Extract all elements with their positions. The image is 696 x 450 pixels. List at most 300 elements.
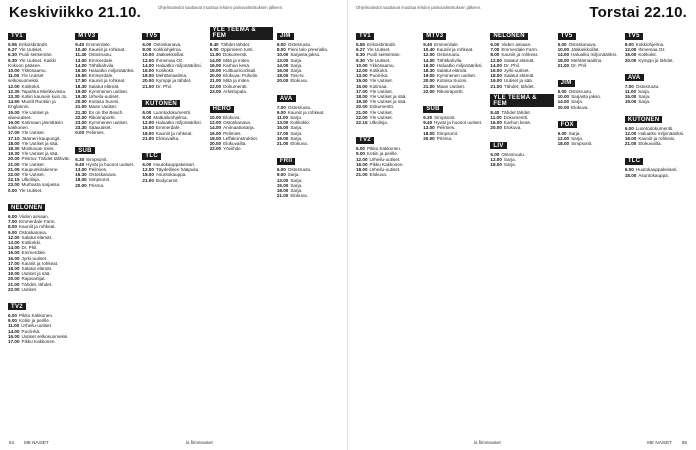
program-title: Kotoisa Suomi. [88,99,120,105]
program-title: Elokuva. [223,115,241,121]
program-title: Kotiin ja perille. [366,151,399,157]
channel-heading: MTV3 [423,33,446,40]
program-time: 9.40 [423,42,433,47]
program-title: Elokuvailta. [155,135,180,141]
program-entry [142,136,205,141]
program-time: 7.00 [8,219,17,225]
program-title: Ulkolinja. [21,177,41,183]
program-title: Haluatko miljonääriksi. [155,120,202,126]
program-time: 15.00 [356,78,368,84]
program-title: Tähtikahvila. [88,62,115,68]
program-time: 16.00 [209,130,222,136]
program-title: Kotimaan jännittävin kakkonen. [8,120,63,131]
program-time: 12.00 [490,156,502,162]
program-time: 20.00 [624,57,637,63]
program-time: 16.00 [8,255,20,261]
program-title: Huutokauppakeisari. [635,167,678,173]
program-time: 10.40 [423,47,435,53]
program-time: 14.00 [75,62,87,68]
program-title: Yle Uutiset. [21,130,45,136]
channel-heading: KUTONEN [625,116,663,123]
program-time: 12.00 [624,47,637,53]
program-time: 9.00 [8,229,17,235]
program-title: Ykkösaamu. [369,62,395,68]
program-title: Ostosruutu. [287,104,312,110]
program-title: Sarja. [290,182,303,188]
program-time: 23.30 [75,125,87,131]
program-time: 14.00 [8,328,20,334]
channel-heading: NELONEN [490,33,527,40]
channel-block [490,92,553,131]
program-title: Dr. Phil. [503,62,520,68]
program-time: 6.00 [557,89,567,95]
program-title: Simpsonit. [86,156,108,162]
program-time: 23.00 [75,120,87,126]
channel-block [558,24,621,68]
program-title: Jääkiekkoillat. [571,47,600,53]
program-time: 15.00 [624,94,637,100]
page-title: Torstai 22.10. [589,4,687,21]
program-title: Kauniit ja rohkeat. [21,260,59,266]
program-time: 12.00 [276,177,289,183]
program-time: 18.00 [423,130,435,136]
program-title: Salatut elämät. [436,68,468,74]
program-time: 20.00 [209,73,222,79]
program-time: 18.00 [276,73,289,79]
program-title: Muotit Ruotsin ja Englannin. [8,99,56,110]
program-time: 6.30 [75,156,85,162]
program-entry [210,146,273,151]
program-title: Ostosruutu. [88,52,113,58]
program-time: 6.00 [557,130,567,136]
program-title: Dokumentti. [223,83,248,89]
program-title: Simpsonit. [436,130,459,136]
program-entry [142,178,205,183]
program-time: 6.00 [624,125,634,131]
program-time: 6.00 [142,42,152,47]
program-time: 10.00 [356,62,368,68]
program-time: 14.50 [8,99,20,105]
program-time: 19.30 [356,99,368,105]
program-title: Sarja. [638,99,651,105]
program-time: 6.00 [142,162,152,168]
program-title: Urheilu-uutiset. [369,167,401,173]
program-time: 12.00 [276,57,289,63]
program-title: Sarja. [638,89,651,95]
program-time: 20.00 [557,104,570,110]
program-entry [277,141,340,146]
program-title: Sarja. [571,99,584,105]
program-title: Elokuva. [290,193,308,199]
listing-column [75,24,138,423]
program-time: 15.00 [276,182,289,188]
program-time: 10.00 [276,52,289,58]
program-title: Sarja. [290,177,303,183]
program-title: Emmerdale. [88,57,114,63]
program-title: Kotikokit. [21,83,41,89]
channel-heading: KUTONEN [142,100,180,107]
program-title: Ostoskanava. [568,42,597,47]
program-time: 6.30 [423,115,433,121]
program-title: Pelimies. [436,125,456,131]
program-title: Rajavartijat. [21,276,46,282]
channel-heading: SUB [423,106,443,113]
page-title: Keskiviikko 21.10. [9,4,142,21]
program-time: 16.00 [8,333,20,339]
program-time: 18.00 [490,73,502,79]
listing-column [142,24,205,423]
program-title: Tapahtui Mielikuvissa. [21,88,67,94]
program-time: 12.00 [423,52,435,58]
channel-heading: AVA [277,95,296,102]
program-title: Uutiset. [21,286,38,292]
program-title: Pikku Kakkonen. [21,338,56,344]
channel-heading: MTV3 [75,33,98,40]
program-title: Uutiset selkosuomeksi. [21,333,69,339]
program-title: Kotoisa Suomi. [436,78,468,84]
program-title: Moskovan mies. [21,146,55,152]
channel-block [142,92,205,141]
program-title: Jääkiekkoillat. [155,52,185,58]
program-title: Maan Uutiset. [436,83,466,89]
listing-column [210,24,273,423]
program-time: 21.00 [276,141,289,147]
program-time: 12.00 [8,83,20,89]
program-title: Elokuva. [290,78,308,84]
program-title: Jyrki-uutiset. [503,68,530,74]
program-time: 5.55 [356,42,365,47]
program-title: Yle Uutiset ja alueuutiset. [8,109,49,120]
program-title: Prisma: Tähdet tähtivät. [21,156,70,162]
program-title: Sarja. [290,62,303,68]
program-title: Tähtikahvila. [436,57,463,63]
program-time: 14.00 [490,62,502,68]
program-title: Rikosraportti. [436,88,464,94]
program-title: Sarja. [290,130,303,136]
program-time: 16.00 [624,52,637,58]
program-title: Sarja. [568,130,581,136]
channel-block [75,139,138,188]
program-entry [8,287,71,292]
channel-heading: LIV [490,142,506,149]
header-tag-text: Ohjelmatiedot saattavat muuttua lehden painovalmistuksen jälkeen. [356,5,482,10]
program-title: Pelimies. [88,167,108,173]
program-entry [558,63,621,68]
program-entry [558,105,621,110]
program-time: 22.00 [423,88,435,94]
program-title: Viiden ainiaan. [18,213,50,219]
program-time: 16.00 [8,120,20,126]
program-time: 10.00 [8,68,20,74]
program-title: Yle Uutiset ja sää. [21,151,59,157]
channel-heading: TLC [142,153,161,160]
channel-heading: HERO [210,106,235,113]
magazine-name: ME NAISET [24,440,49,445]
channel-block [75,24,138,136]
listing-column [423,24,486,423]
program-time: 12.30 [8,88,20,94]
channel-heading: TLC [625,158,644,165]
program-title: Ostosruutu. [635,83,660,89]
program-time: 12.00 [356,156,368,162]
program-time: 16.00 [490,68,502,74]
program-entry [8,188,71,193]
channel-block [8,295,71,344]
program-title: Ulkolinja. [369,120,389,126]
listing-columns [356,24,688,423]
program-time: 14.00 [8,245,20,251]
program-title: Erikoisbrändit. [18,42,49,47]
program-title: Murhasta sarjassa. [21,182,61,188]
program-title: Sarjasta jakso. [571,94,602,100]
program-time: 18.30 [423,68,435,74]
program-title: Pelimies. [223,130,242,136]
program-time: 20.00 [356,104,368,110]
program-time: 17.50 [75,78,87,84]
program-time: 6.30 [8,52,17,58]
program-time: 8.00 [624,42,634,47]
program-title: Ykkösaamu. [21,68,47,74]
program-title: Haluatko miljonääriksi. [571,52,618,58]
program-time: 14.00 [557,52,570,58]
program-title: Pikku Kakkonen. [366,146,402,152]
program-time: 12.00 [624,130,637,136]
program-time: 22.00 [8,172,20,178]
program-entry [75,130,138,135]
program-time: 16.00 [356,161,368,167]
program-title: Pikku Kakkonen. [369,161,404,167]
program-time: 7.00 [490,47,500,53]
program-title: Emmerdale. [155,125,181,131]
channel-block [625,66,688,105]
program-time: 6.27 [356,47,365,53]
program-time: 9.30 [356,57,365,63]
program-title: Yle Uutiset. [366,57,391,63]
program-title: Yöviihde. [223,146,243,152]
program-time: 18.00 [624,172,637,178]
listing-column [558,24,621,423]
program-time: 13.00 [356,73,368,79]
program-time: 13.30 [8,94,20,100]
program-time: 11.00 [624,89,637,95]
program-title: Yle Uutiset. [369,88,393,94]
program-title: Ihmemaa Oz. [638,47,666,53]
program-time: 19.00 [276,135,289,141]
program-time: 11.00 [8,73,20,79]
program-title: Huutokauppakeisari. [153,162,196,168]
program-time: 14.00 [142,62,154,68]
program-title: Elokuva. [571,104,589,110]
program-time: 9.00 [276,172,286,178]
program-title: Pelimies. [86,130,105,136]
channel-block [356,128,419,177]
program-title: Yle Uutiset. Kaikki Kokoon pääsee. [8,57,56,68]
program-title: Ostoskanava. [18,229,48,235]
program-entry [75,183,138,188]
program-title: Emmerdale. [434,42,459,47]
program-title: Prisma. [88,182,105,188]
program-time: 0.00 [75,130,85,136]
program-title: Kauniit ja rohkeat. [287,109,325,115]
program-title: Ihmemaa Oz. [155,57,184,63]
program-time: 20.00 [276,78,289,84]
listing-columns [8,24,340,423]
program-title: Karhun kesä. [503,120,531,126]
program-title: Kokkiohjelma. [153,47,182,53]
program-time: 18.00 [8,265,20,271]
program-entry [490,162,553,167]
program-time: 18.30 [75,83,87,89]
program-title: Kotiin ja perille. [18,318,51,324]
program-time: 9.00 [356,151,365,157]
program-time: 10.00 [209,115,222,121]
program-title: Urheilu-uutiset. [88,94,120,100]
program-title: Kauniit ja rohkeat. [638,136,676,142]
program-entry [423,89,486,94]
program-title: Puoli-ikä. [21,328,41,334]
channel-heading: TV1 [8,33,26,40]
program-time: 16.00 [142,68,154,74]
channel-block [490,134,553,168]
program-time: 12.00 [142,57,154,63]
program-time: 13.00 [276,120,289,126]
channel-block [423,97,486,141]
program-time: 21.00 [276,193,289,199]
program-title: Yle Uutiset. [366,47,391,53]
footer-url: is.fi/menaiset [186,440,213,445]
program-title: Sarja. [503,156,516,162]
program-title: Yle Uutiset. [21,172,45,178]
program-title: Bodycamit. [155,177,179,183]
program-time: 21.30 [75,109,87,115]
program-time: 9.40 [423,120,433,126]
channel-heading: FRII [277,158,296,165]
program-title: Elokuva: Puhelin. [223,73,259,79]
magazine-name: ME NAISET [647,440,672,445]
program-time: 21.00 [423,83,435,89]
program-title: Jyrki-uutiset. [21,255,48,261]
channel-block [423,24,486,94]
program-title: Kotikokki. [21,239,42,245]
program-title: Kymmenen uutiset. [436,73,477,79]
program-title: Arkistopala. [223,88,248,94]
program-title: Emmerdale. [88,73,114,79]
program-entry [8,99,71,109]
program-title: Ostosruutu. [287,42,312,47]
program-time: 6.00 [490,151,500,157]
program-time: 18.00 [624,136,637,142]
program-time: 17.00 [8,338,20,344]
channel-block [210,97,273,151]
program-title: Tähdet, tähdet. [503,83,535,89]
program-title: Kulttuuricocktail. [223,68,257,74]
program-title: Elokuvailta. [223,141,247,147]
program-time: 16.30 [75,172,87,178]
program-title: Luontodokumentti. [635,125,674,131]
program-title: Sarja. [290,125,303,131]
program-time: 9.00 [8,318,17,324]
channel-heading: JIM [558,80,575,87]
program-title: Ostosruutu. [568,89,593,95]
channel-heading: AVA [625,74,644,81]
channel-block [142,24,205,89]
program-time: 16.00 [490,120,502,126]
program-title: Elokuva. [369,172,388,178]
program-time: 8.00 [490,52,500,58]
program-time: 6.00 [8,312,17,318]
page-number: 54 [9,440,15,445]
program-time: 17.00 [276,130,289,136]
program-time: 20.00 [209,141,222,147]
channel-block [277,87,340,147]
program-time: 14.00 [209,57,222,63]
program-time: 21.00 [490,83,502,89]
program-time: 17.00 [8,130,20,136]
program-title: Sarja. [287,172,300,178]
program-time: 18.00 [490,162,502,168]
program-title: Kauniit ja rohkeat. [436,47,474,53]
program-time: 8.40 [209,42,219,47]
program-time: 17.00 [8,260,20,266]
channel-heading: TV2 [8,303,26,310]
program-time: 18.00 [356,94,368,100]
program-entry [8,339,71,344]
program-title: Sarja. [290,57,303,63]
channel-block [277,24,340,84]
program-time: 12.00 [490,57,502,63]
program-title: Dokumentti. [503,115,529,121]
program-time: 16.00 [276,68,289,74]
program-time: 18.00 [276,188,289,194]
program-time: 6.00 [490,42,500,47]
header-tagline [356,5,481,10]
program-entry [625,141,688,146]
program-entry [8,110,71,120]
program-title: Salatut elämät. [88,83,120,89]
footer-url: is.fi/menaiset [474,440,501,445]
program-title: Mehtämaailma. [155,73,188,79]
program-time: 12.00 [142,120,154,126]
program-time: 20.00 [8,276,20,282]
program-title: Maan Uutiset. [88,104,118,110]
program-title: Uutiset ja sää. [21,271,51,277]
program-time: 6.30 [356,52,365,58]
program-time: 9.40 [75,42,85,47]
program-time: 9.00 [209,47,219,53]
program-time: 17.10 [8,135,20,141]
program-time: 21.00 [142,83,154,89]
program-time: 9.00 [276,109,286,115]
program-time: 21.00 [624,141,637,147]
program-entry [625,173,688,178]
program-title: Kymmenen uutiset. [88,120,129,126]
program-time: 20.00 [75,182,87,188]
program-title: Täydellinen hääpuku. [155,167,200,173]
program-entry [356,120,419,125]
program-title: Salatut elämät. [21,265,53,271]
program-time: 22.00 [209,146,222,152]
program-time: 14.00 [276,62,289,68]
program-time: 21.05 [8,166,20,172]
program-title: Ostosruutu. [287,167,312,173]
channel-heading: FOX [558,121,577,128]
program-time: 23.00 [209,88,222,94]
program-title: Sarja. [571,136,584,142]
program-time: 12.00 [356,68,368,74]
program-title: Dr. Phil. [571,62,588,68]
program-time: 9.40 [75,161,85,167]
program-title: Kymppi ja tähdet. [155,78,192,84]
